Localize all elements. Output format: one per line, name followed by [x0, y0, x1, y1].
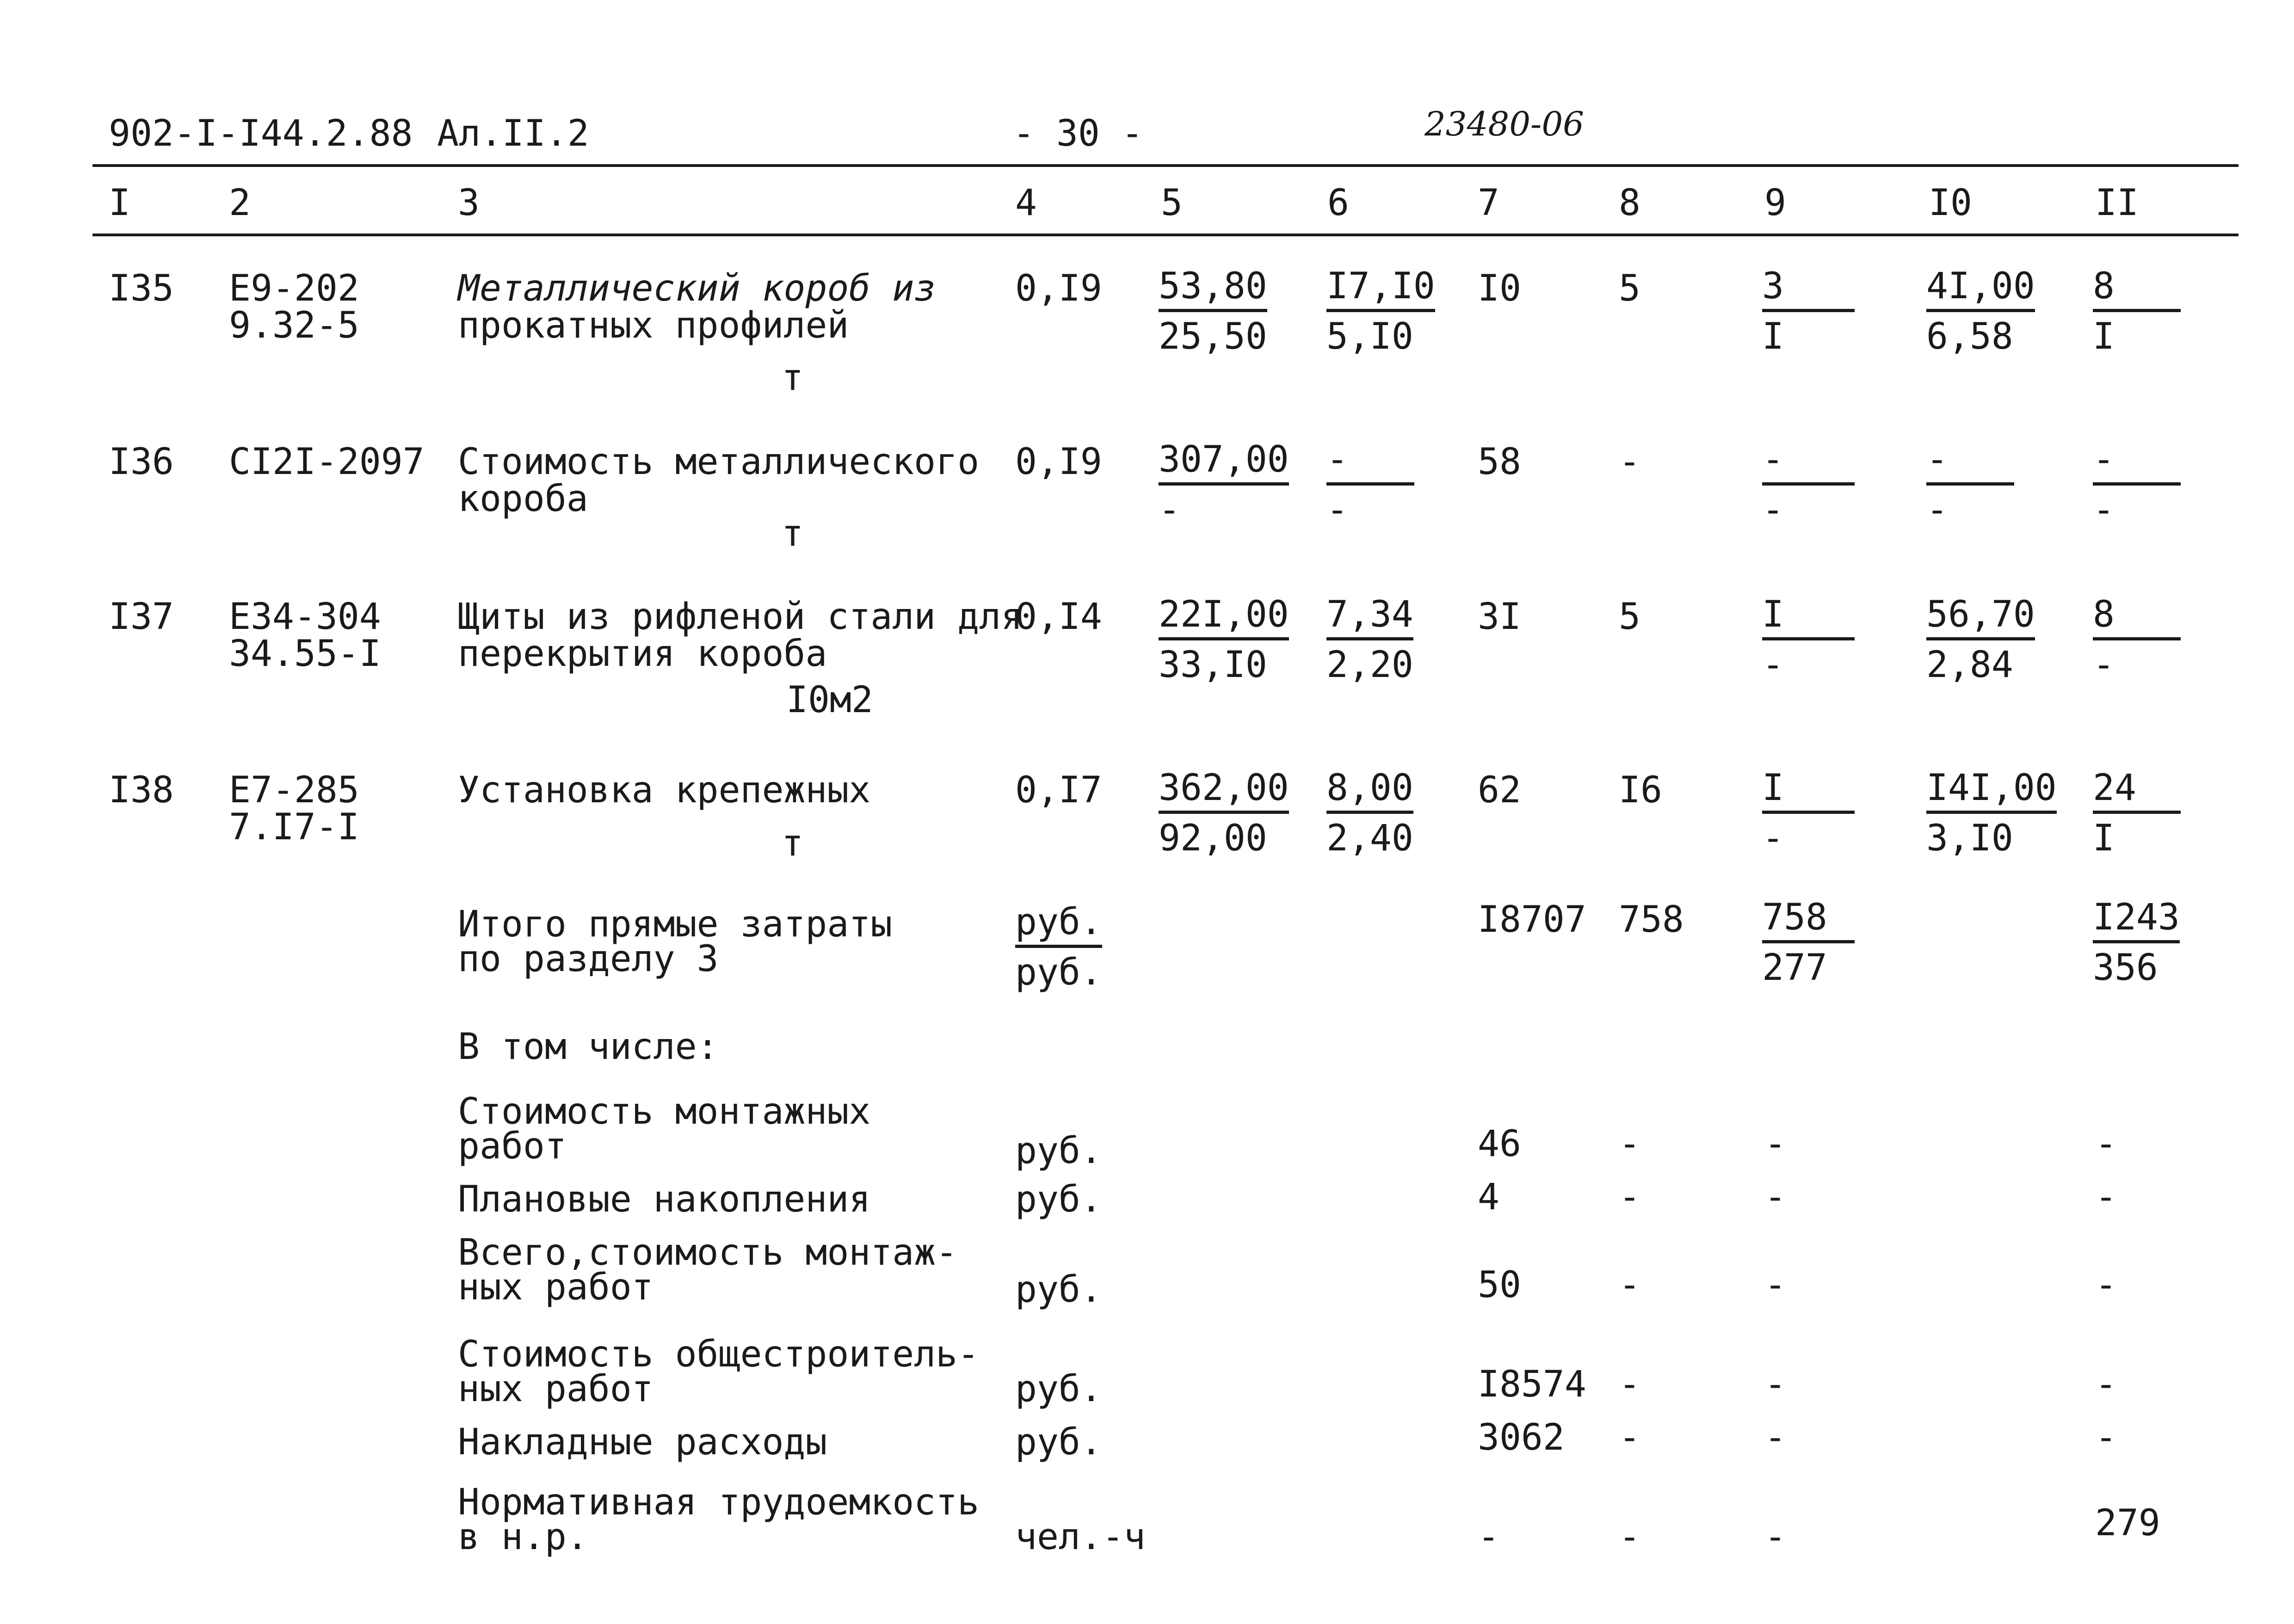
- breakdown-col8: -: [1619, 1364, 1640, 1405]
- machine-cost-total: I7,I0: [1326, 268, 1435, 312]
- wages-cost: 5: [1619, 268, 1640, 309]
- breakdown-label-cont: ных работ: [458, 1368, 654, 1410]
- col9-top: 3: [1762, 268, 1855, 312]
- col11-fraction: [2093, 265, 2181, 357]
- col-header-11: II: [2095, 182, 2139, 224]
- totals-col11-fraction: [2093, 897, 2180, 989]
- col-header-3: 3: [458, 182, 480, 224]
- col9-top: -: [1762, 442, 1855, 486]
- breakdown-col7: -: [1478, 1516, 1499, 1558]
- header-rule-top: [92, 164, 2238, 167]
- wages-cost: 5: [1619, 596, 1640, 638]
- machine-cost-fraction: [1326, 265, 1435, 357]
- breakdown-label: Плановые накопления: [458, 1179, 871, 1220]
- col10-top: 56,70: [1926, 597, 2035, 640]
- breakdown-unit: руб.: [1015, 1269, 1102, 1310]
- item-description: Стоимость металлического: [458, 441, 980, 483]
- breakdown-col9: -: [1764, 1417, 1786, 1458]
- col10-top: 4I,00: [1926, 268, 2035, 312]
- col10-bottom: 3,I0: [1926, 818, 2013, 859]
- row-number: I35: [109, 268, 174, 309]
- breakdown-unit: руб.: [1015, 1421, 1102, 1463]
- totals-unit-top: руб.: [1015, 904, 1102, 948]
- rate-subcode: 34.55-I: [229, 633, 381, 675]
- col10-bottom: 6,58: [1926, 316, 2013, 357]
- machine-cost-wages: 2,40: [1326, 818, 1413, 859]
- wages-cost: I6: [1619, 769, 1662, 811]
- breakdown-label: Нормативная трудоемкость: [458, 1482, 980, 1523]
- rate-code: E9-202: [229, 268, 359, 309]
- machine-cost-fraction: [1326, 439, 1414, 531]
- quantity: 0,I4: [1015, 596, 1102, 638]
- quantity: 0,I9: [1015, 268, 1102, 309]
- col9-bottom: -: [1762, 489, 1784, 531]
- col9-top: I: [1762, 597, 1855, 640]
- inventory-number: 23480-06: [1424, 105, 1584, 143]
- unit-cost-wages: 25,50: [1159, 316, 1267, 357]
- unit-cost-fraction: [1159, 439, 1289, 531]
- totals-label-cont: по разделу 3: [458, 938, 719, 980]
- breakdown-col9: -: [1764, 1123, 1786, 1165]
- col9-bottom: -: [1762, 818, 1784, 859]
- breakdown-col9: -: [1764, 1264, 1786, 1306]
- quantity: 0,I9: [1015, 441, 1102, 483]
- row-number: I38: [109, 769, 174, 811]
- col-header-10: I0: [1929, 182, 1972, 224]
- breakdown-label-cont: работ: [458, 1126, 567, 1167]
- col11-fraction: [2093, 439, 2181, 531]
- machine-cost-fraction: [1326, 594, 1413, 686]
- totals-col9-top: 758: [1762, 899, 1855, 943]
- total-cost: 58: [1478, 441, 1521, 483]
- col11-fraction: [2093, 767, 2181, 859]
- rate-subcode: 9.32-5: [229, 305, 359, 346]
- breakdown-col7: 50: [1478, 1264, 1521, 1306]
- breakdown-unit: руб.: [1015, 1368, 1102, 1410]
- unit-cost-total: 53,80: [1159, 268, 1267, 312]
- rate-subcode: 7.I7-I: [229, 806, 359, 848]
- breakdown-col11: -: [2095, 1264, 2117, 1306]
- col11-bottom: -: [2093, 644, 2115, 686]
- breakdown-col9: -: [1764, 1516, 1786, 1558]
- col11-top: 8: [2093, 597, 2181, 640]
- total-cost: 3I: [1478, 596, 1521, 638]
- unit-cost-wages: 33,I0: [1159, 644, 1267, 686]
- col9-fraction: [1762, 439, 1855, 531]
- totals-label: Итого прямые затраты: [458, 904, 893, 945]
- item-description-cont: прокатных профилей: [458, 305, 849, 346]
- breakdown-col9: -: [1764, 1364, 1786, 1405]
- col11-fraction: [2093, 594, 2181, 686]
- machine-cost-wages: -: [1326, 489, 1348, 531]
- breakdown-label: Стоимость общестроитель-: [458, 1334, 980, 1375]
- breakdown-col9: -: [1764, 1176, 1786, 1218]
- breakdown-label: Всего,стоимость монтаж-: [458, 1232, 958, 1273]
- totals-wages: 758: [1619, 899, 1684, 941]
- col9-bottom: -: [1762, 644, 1784, 686]
- col9-bottom: I: [1762, 316, 1784, 357]
- col10-top: I4I,00: [1926, 770, 2057, 814]
- page-number: - 30 -: [1013, 113, 1143, 154]
- doc-code: 902-I-I44.2.88: [109, 113, 413, 154]
- col11-bottom: I: [2093, 818, 2115, 859]
- machine-cost-total: 8,00: [1326, 770, 1413, 814]
- col10-fraction: [1926, 439, 2014, 531]
- breakdown-col8: -: [1619, 1176, 1640, 1218]
- machine-cost-wages: 5,I0: [1326, 316, 1413, 357]
- col-header-5: 5: [1161, 182, 1183, 224]
- including-label: В том числе:: [458, 1026, 719, 1068]
- breakdown-col11: 279: [2095, 1502, 2160, 1544]
- breakdown-label: Стоимость монтажных: [458, 1091, 871, 1132]
- col-header-1: I: [109, 182, 130, 224]
- breakdown-col7: 46: [1478, 1123, 1521, 1165]
- breakdown-col11: -: [2095, 1123, 2117, 1165]
- col-header-6: 6: [1327, 182, 1349, 224]
- totals-col9-bottom: 277: [1762, 947, 1827, 989]
- col11-top: -: [2093, 442, 2181, 486]
- breakdown-label: Накладные расходы: [458, 1421, 827, 1463]
- breakdown-unit: руб.: [1015, 1130, 1102, 1172]
- totals-total-cost: I8707: [1478, 899, 1586, 941]
- item-description: Установка крепежных: [458, 769, 871, 811]
- col11-top: 8: [2093, 268, 2181, 312]
- unit-cost-fraction: [1159, 594, 1289, 686]
- unit-cost-wages: 92,00: [1159, 818, 1267, 859]
- rate-code: CI2I-2097: [229, 441, 425, 483]
- machine-cost-wages: 2,20: [1326, 644, 1413, 686]
- totals-col11-bottom: 356: [2093, 947, 2158, 989]
- rate-code: E34-304: [229, 596, 381, 638]
- item-unit: т: [782, 513, 803, 554]
- breakdown-col11: -: [2095, 1176, 2117, 1218]
- col-header-9: 9: [1764, 182, 1786, 224]
- item-unit: I0м2: [786, 679, 873, 721]
- header-rule-bottom: [92, 234, 2238, 236]
- total-cost: 62: [1478, 769, 1521, 811]
- item-description-cont: короба: [458, 478, 588, 520]
- col9-fraction: [1762, 594, 1855, 686]
- unit-cost-total: 362,00: [1159, 770, 1289, 814]
- quantity: 0,I7: [1015, 769, 1102, 811]
- item-unit: т: [782, 823, 803, 864]
- machine-cost-fraction: [1326, 767, 1413, 859]
- album-ref: Ал.II.2: [437, 113, 589, 154]
- unit-cost-total: 307,00: [1159, 442, 1289, 486]
- rate-code: E7-285: [229, 769, 359, 811]
- breakdown-col7: 3062: [1478, 1417, 1565, 1458]
- row-number: I37: [109, 596, 174, 638]
- wages-cost: -: [1619, 441, 1640, 483]
- breakdown-col8: -: [1619, 1417, 1640, 1458]
- col-header-8: 8: [1619, 182, 1640, 224]
- breakdown-col11: -: [2095, 1417, 2117, 1458]
- machine-cost-total: 7,34: [1326, 597, 1413, 640]
- breakdown-col11: -: [2095, 1364, 2117, 1405]
- totals-unit-fraction: [1015, 901, 1102, 993]
- col10-bottom: -: [1926, 489, 1948, 531]
- item-description: Щиты из рифленой стали для: [458, 596, 1023, 638]
- col10-top: -: [1926, 442, 2014, 486]
- machine-cost-total: -: [1326, 442, 1414, 486]
- col11-bottom: I: [2093, 316, 2115, 357]
- breakdown-col7: I8574: [1478, 1364, 1586, 1405]
- breakdown-unit: чел.-ч: [1015, 1516, 1146, 1558]
- breakdown-unit: руб.: [1015, 1179, 1102, 1220]
- breakdown-col8: -: [1619, 1264, 1640, 1306]
- breakdown-label-cont: ных работ: [458, 1267, 654, 1308]
- breakdown-label-cont: в н.р.: [458, 1516, 588, 1558]
- col9-fraction: [1762, 767, 1855, 859]
- unit-cost-fraction: [1159, 265, 1267, 357]
- col10-fraction: [1926, 594, 2035, 686]
- unit-cost-total: 22I,00: [1159, 597, 1289, 640]
- breakdown-col8: -: [1619, 1123, 1640, 1165]
- totals-col9-fraction: [1762, 897, 1855, 989]
- col11-bottom: -: [2093, 489, 2115, 531]
- breakdown-col7: 4: [1478, 1176, 1499, 1218]
- item-description: Металлический короб из: [458, 268, 936, 309]
- total-cost: I0: [1478, 268, 1521, 309]
- col10-fraction: [1926, 265, 2035, 357]
- col-header-2: 2: [229, 182, 251, 224]
- col10-bottom: 2,84: [1926, 644, 2013, 686]
- col-header-7: 7: [1478, 182, 1499, 224]
- col10-fraction: [1926, 767, 2057, 859]
- unit-cost-wages: -: [1159, 489, 1180, 531]
- col9-fraction: [1762, 265, 1855, 357]
- row-number: I36: [109, 441, 174, 483]
- totals-col11-top: I243: [2093, 899, 2180, 943]
- item-description-cont: перекрытия короба: [458, 633, 827, 675]
- col11-top: 24: [2093, 770, 2181, 814]
- unit-cost-fraction: [1159, 767, 1289, 859]
- breakdown-col8: -: [1619, 1516, 1640, 1558]
- item-unit: т: [782, 357, 803, 399]
- col-header-4: 4: [1015, 182, 1037, 224]
- totals-unit-bottom: руб.: [1015, 952, 1102, 993]
- col9-top: I: [1762, 770, 1855, 814]
